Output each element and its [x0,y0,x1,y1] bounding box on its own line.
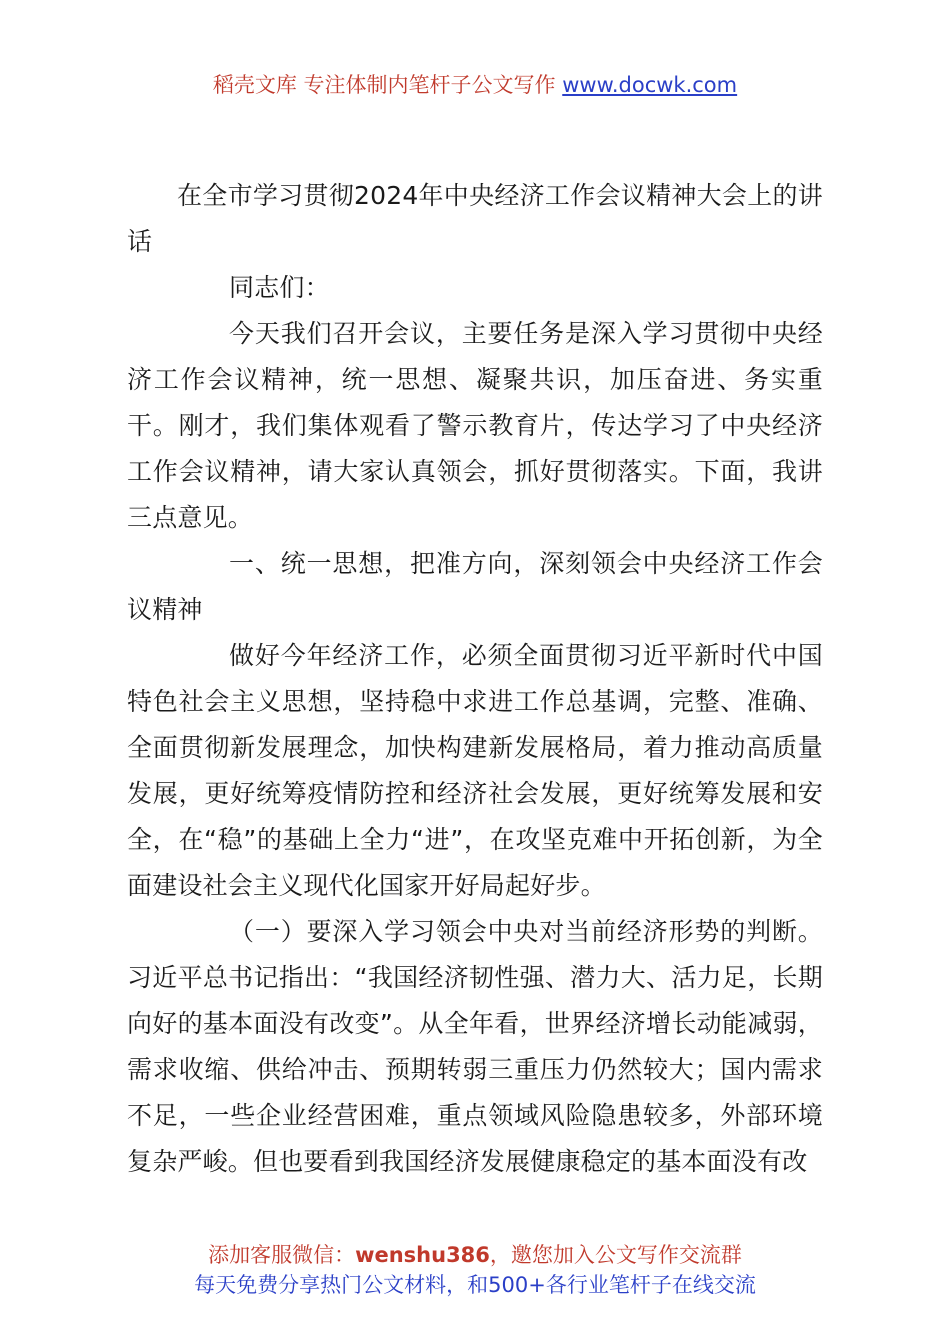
footer-suffix: ，邀您加入公文写作交流群 [489,1243,742,1267]
page-footer [0,1240,950,1300]
website-link[interactable]: www.docwk.com [562,73,738,97]
wechat-id: wenshu386 [355,1243,490,1267]
footer-contact-line [0,1240,950,1270]
footer-promo-line: 每天免费分享热门公文材料，和500+各行业笔杆子在线交流 [194,1273,756,1297]
document-body [127,173,823,1185]
document-title: 在全市学习贯彻2024年中央经济工作会议精神大会上的讲话 [127,181,823,256]
section-heading-1: 一、统一思想，把准方向，深刻领会中央经济工作会议精神 [127,549,823,624]
brand-text: 稻壳文库 专注体制内笔杆子公文写作 [212,73,556,97]
paragraph-body: 做好今年经济工作，必须全面贯彻习近平新时代中国特色社会主义思想，坚持稳中求进工作总基调，完整、准确、全面贯彻新发展理念，加快构建新发展格局，着力推动高质量发展，更好统筹疫情防控和经济社会发展，更好统筹发展和安全，在“稳”的基础上全力“进”，在攻坚克难中开拓创新，为全面建设社会主义现代化国家开好局起好步。 [127,641,823,900]
paragraph-intro: 今天我们召开会议，主要任务是深入学习贯彻中央经济工作会议精神，统一思想、凝聚共识，加压奋进、务实重干。刚才，我们集体观看了警示教育片，传达学习了中央经济工作会议精神，请大家认真领会，抓好贯彻落实。下面，我讲三点意见。 [127,319,823,532]
footer-prefix: 添加客服微信： [208,1243,356,1267]
salutation: 同志们： [229,273,330,302]
page-header [0,70,950,100]
paragraph-subsection-1: （一）要深入学习领会中央对当前经济形势的判断。习近平总书记指出：“我国经济韧性强、潜力大、活力足，长期向好的基本面没有改变”。从全年看，世界经济增长动能减弱，需求收缩、供给冲击、预期转弱三重压力仍然较大；国内需求不足，一些企业经营困难，重点领域风险隐患较多，外部环境复杂严峻。但也要看到我国经济发展健康稳定的基本面没有改 [127,917,823,1176]
